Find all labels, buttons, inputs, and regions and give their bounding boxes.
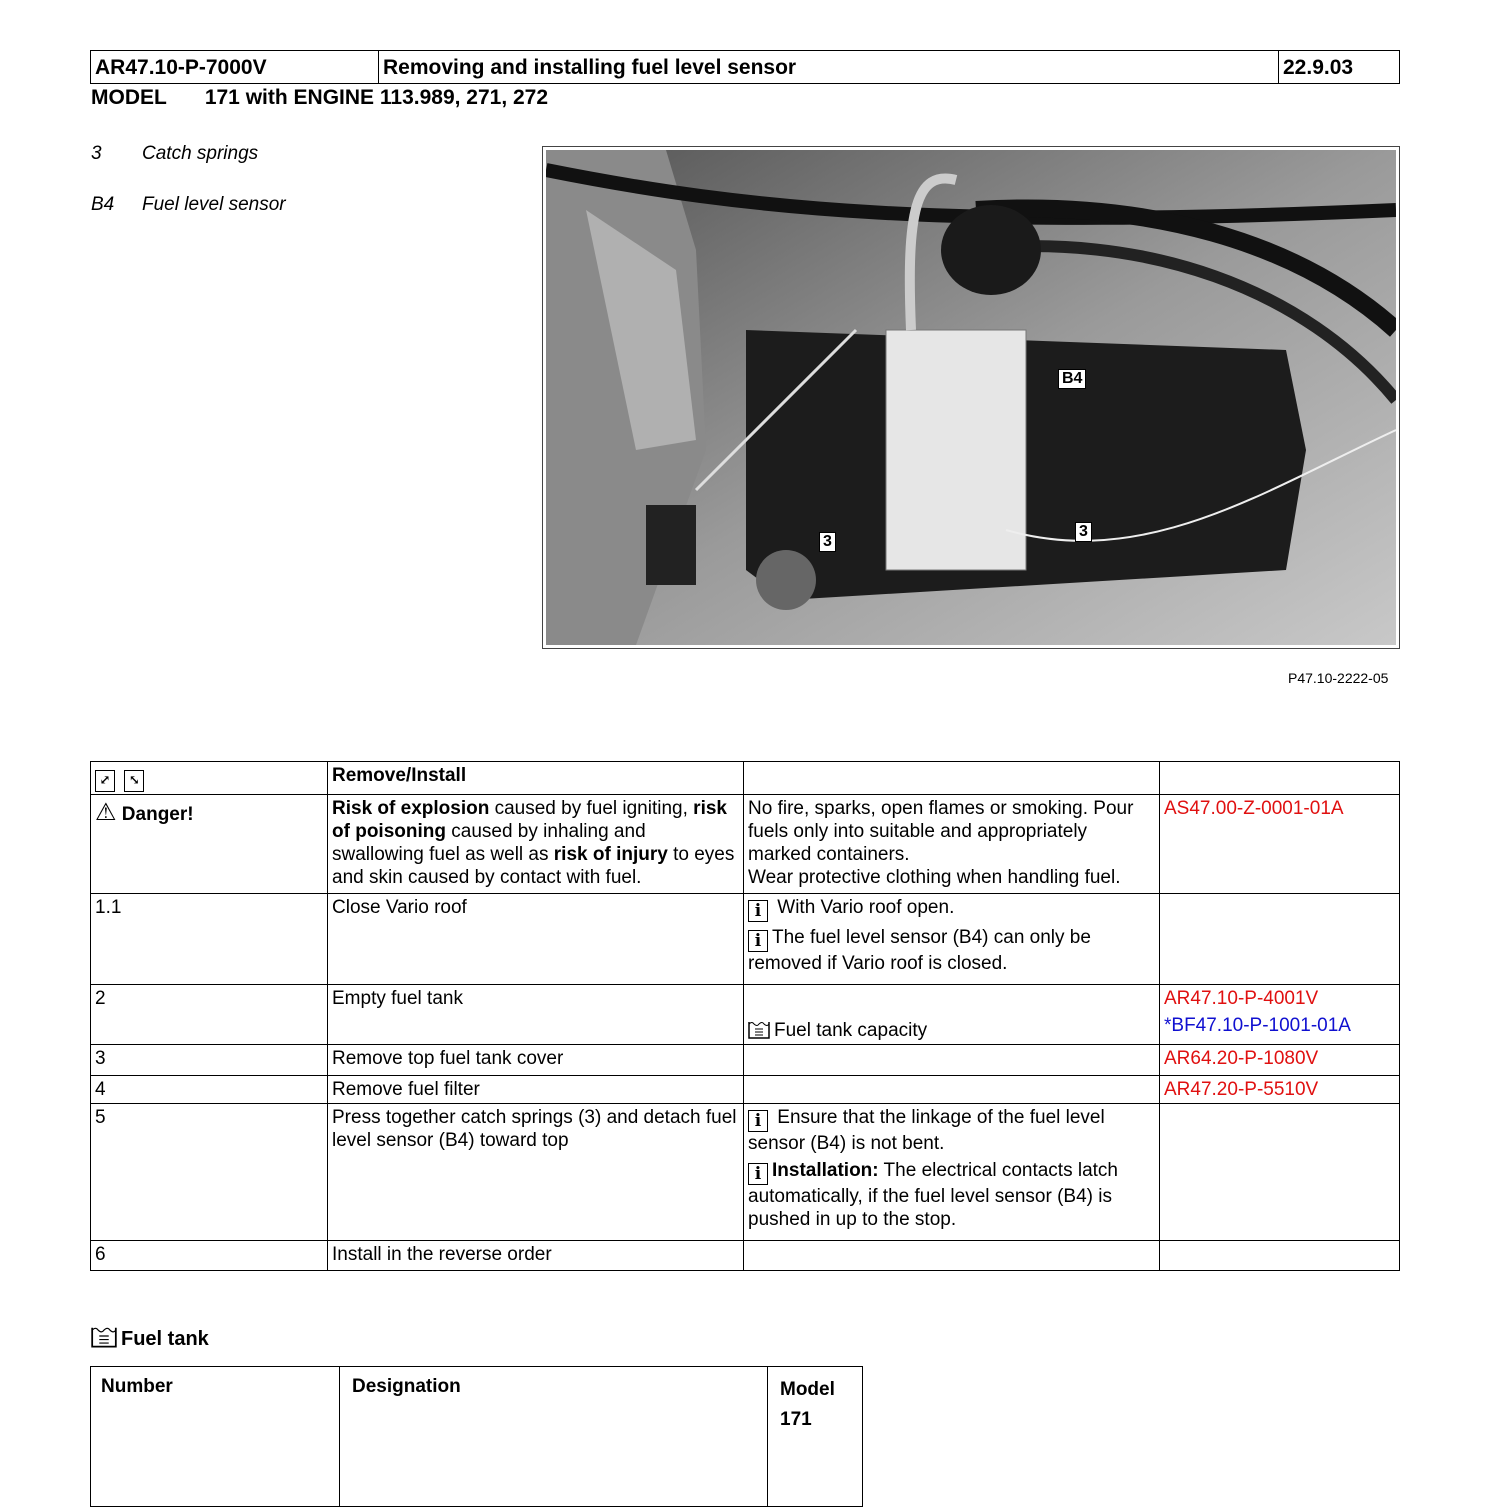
step-note: i With Vario roof open. i The fuel level sensor (B4) can only be removed if Vario roof is closed. — [744, 894, 1160, 985]
model-column: Model 171 — [768, 1367, 863, 1507]
expand-icon: ⤢ — [95, 770, 115, 792]
step-note: i Ensure that the linkage of the fuel level sensor (B4) is not bent. i Installation: The electrical contacts latch automatically, if the fuel level sensor (B4) is pushed in up to the stop. — [744, 1104, 1160, 1241]
callout-3: 3 — [1075, 522, 1092, 542]
document-date: 22.9.03 — [1279, 51, 1400, 84]
step-number: 4 — [91, 1076, 328, 1104]
step-number: 3 — [91, 1045, 328, 1076]
info-icon: i — [748, 930, 768, 952]
info-icon: i — [748, 1163, 768, 1185]
info-icon: i — [748, 1110, 768, 1132]
step-action: Install in the reverse order — [328, 1241, 744, 1271]
danger-ref-link[interactable]: AS47.00-Z-0001-01A — [1160, 795, 1400, 894]
column-header: Designation — [340, 1367, 768, 1507]
step-action: Press together catch springs (3) and detach fuel level sensor (B4) toward top — [328, 1104, 744, 1241]
danger-note: No fire, sparks, open flames or smoking. Pour fuels only into suitable and appropriately marked containers. Wear protective clothing when handling fuel. — [744, 795, 1160, 894]
danger-text: Risk of explosion caused by fuel igniting, risk of poisoning caused by inhaling and swallowing fuel as well as risk of injury to eyes and skin caused by contact with fuel. — [328, 795, 744, 894]
document-title: Removing and installing fuel level sensor — [379, 51, 1279, 84]
fuel-tank-heading: Fuel tank — [91, 1324, 209, 1351]
fuel-tank-icon — [748, 1019, 770, 1039]
document-code: AR47.10-P-7000V — [91, 51, 379, 84]
callout-b4: B4 — [1058, 369, 1086, 389]
step-action: Remove top fuel tank cover — [328, 1045, 744, 1076]
collapse-icon: ⤡ — [124, 770, 144, 792]
legend-text: Catch springs — [142, 143, 259, 164]
step-number: 1.1 — [91, 894, 328, 985]
step-action: Empty fuel tank — [328, 985, 744, 1045]
column-header: Number — [91, 1367, 340, 1507]
legend-text: Fuel level sensor — [142, 194, 286, 215]
info-icon: i — [748, 900, 768, 922]
model-line — [91, 86, 548, 110]
step-number: 2 — [91, 985, 328, 1045]
danger-cell — [91, 795, 328, 894]
remove-install-icons — [91, 762, 328, 795]
document-header — [90, 50, 1400, 84]
column-header: Remove/Install — [328, 762, 744, 795]
figure-photo — [542, 146, 1400, 649]
model-label: MODEL — [91, 86, 167, 109]
warning-icon: ⚠ — [95, 799, 117, 826]
step-action: Close Vario roof — [328, 894, 744, 985]
ref-link[interactable]: AR64.20-P-1080V — [1160, 1045, 1400, 1076]
step-action: Remove fuel filter — [328, 1076, 744, 1104]
step-refs — [1160, 985, 1400, 1045]
figure-caption: P47.10-2222-05 — [1288, 670, 1389, 686]
callout-3: 3 — [819, 532, 836, 552]
legend-key: 3 — [91, 143, 102, 164]
model-value: 171 with ENGINE 113.989, 271, 272 — [204, 86, 549, 109]
legend-key: B4 — [91, 194, 115, 215]
step-note: Fuel tank capacity — [744, 985, 1160, 1045]
danger-label: Danger! — [121, 804, 194, 825]
fuel-tank-table — [90, 1366, 863, 1507]
fuel-sensor-photo — [546, 150, 1396, 645]
ref-link[interactable]: AR47.10-P-4001V — [1164, 988, 1319, 1009]
ref-link[interactable]: *BF47.10-P-1001-01A — [1164, 1015, 1351, 1036]
ref-link[interactable]: AR47.20-P-5510V — [1160, 1076, 1400, 1104]
fuel-tank-icon — [91, 1324, 117, 1348]
procedure-table — [90, 761, 1400, 1271]
legend-item — [91, 194, 286, 216]
legend-item — [91, 143, 259, 165]
step-number: 5 — [91, 1104, 328, 1241]
step-number: 6 — [91, 1241, 328, 1271]
